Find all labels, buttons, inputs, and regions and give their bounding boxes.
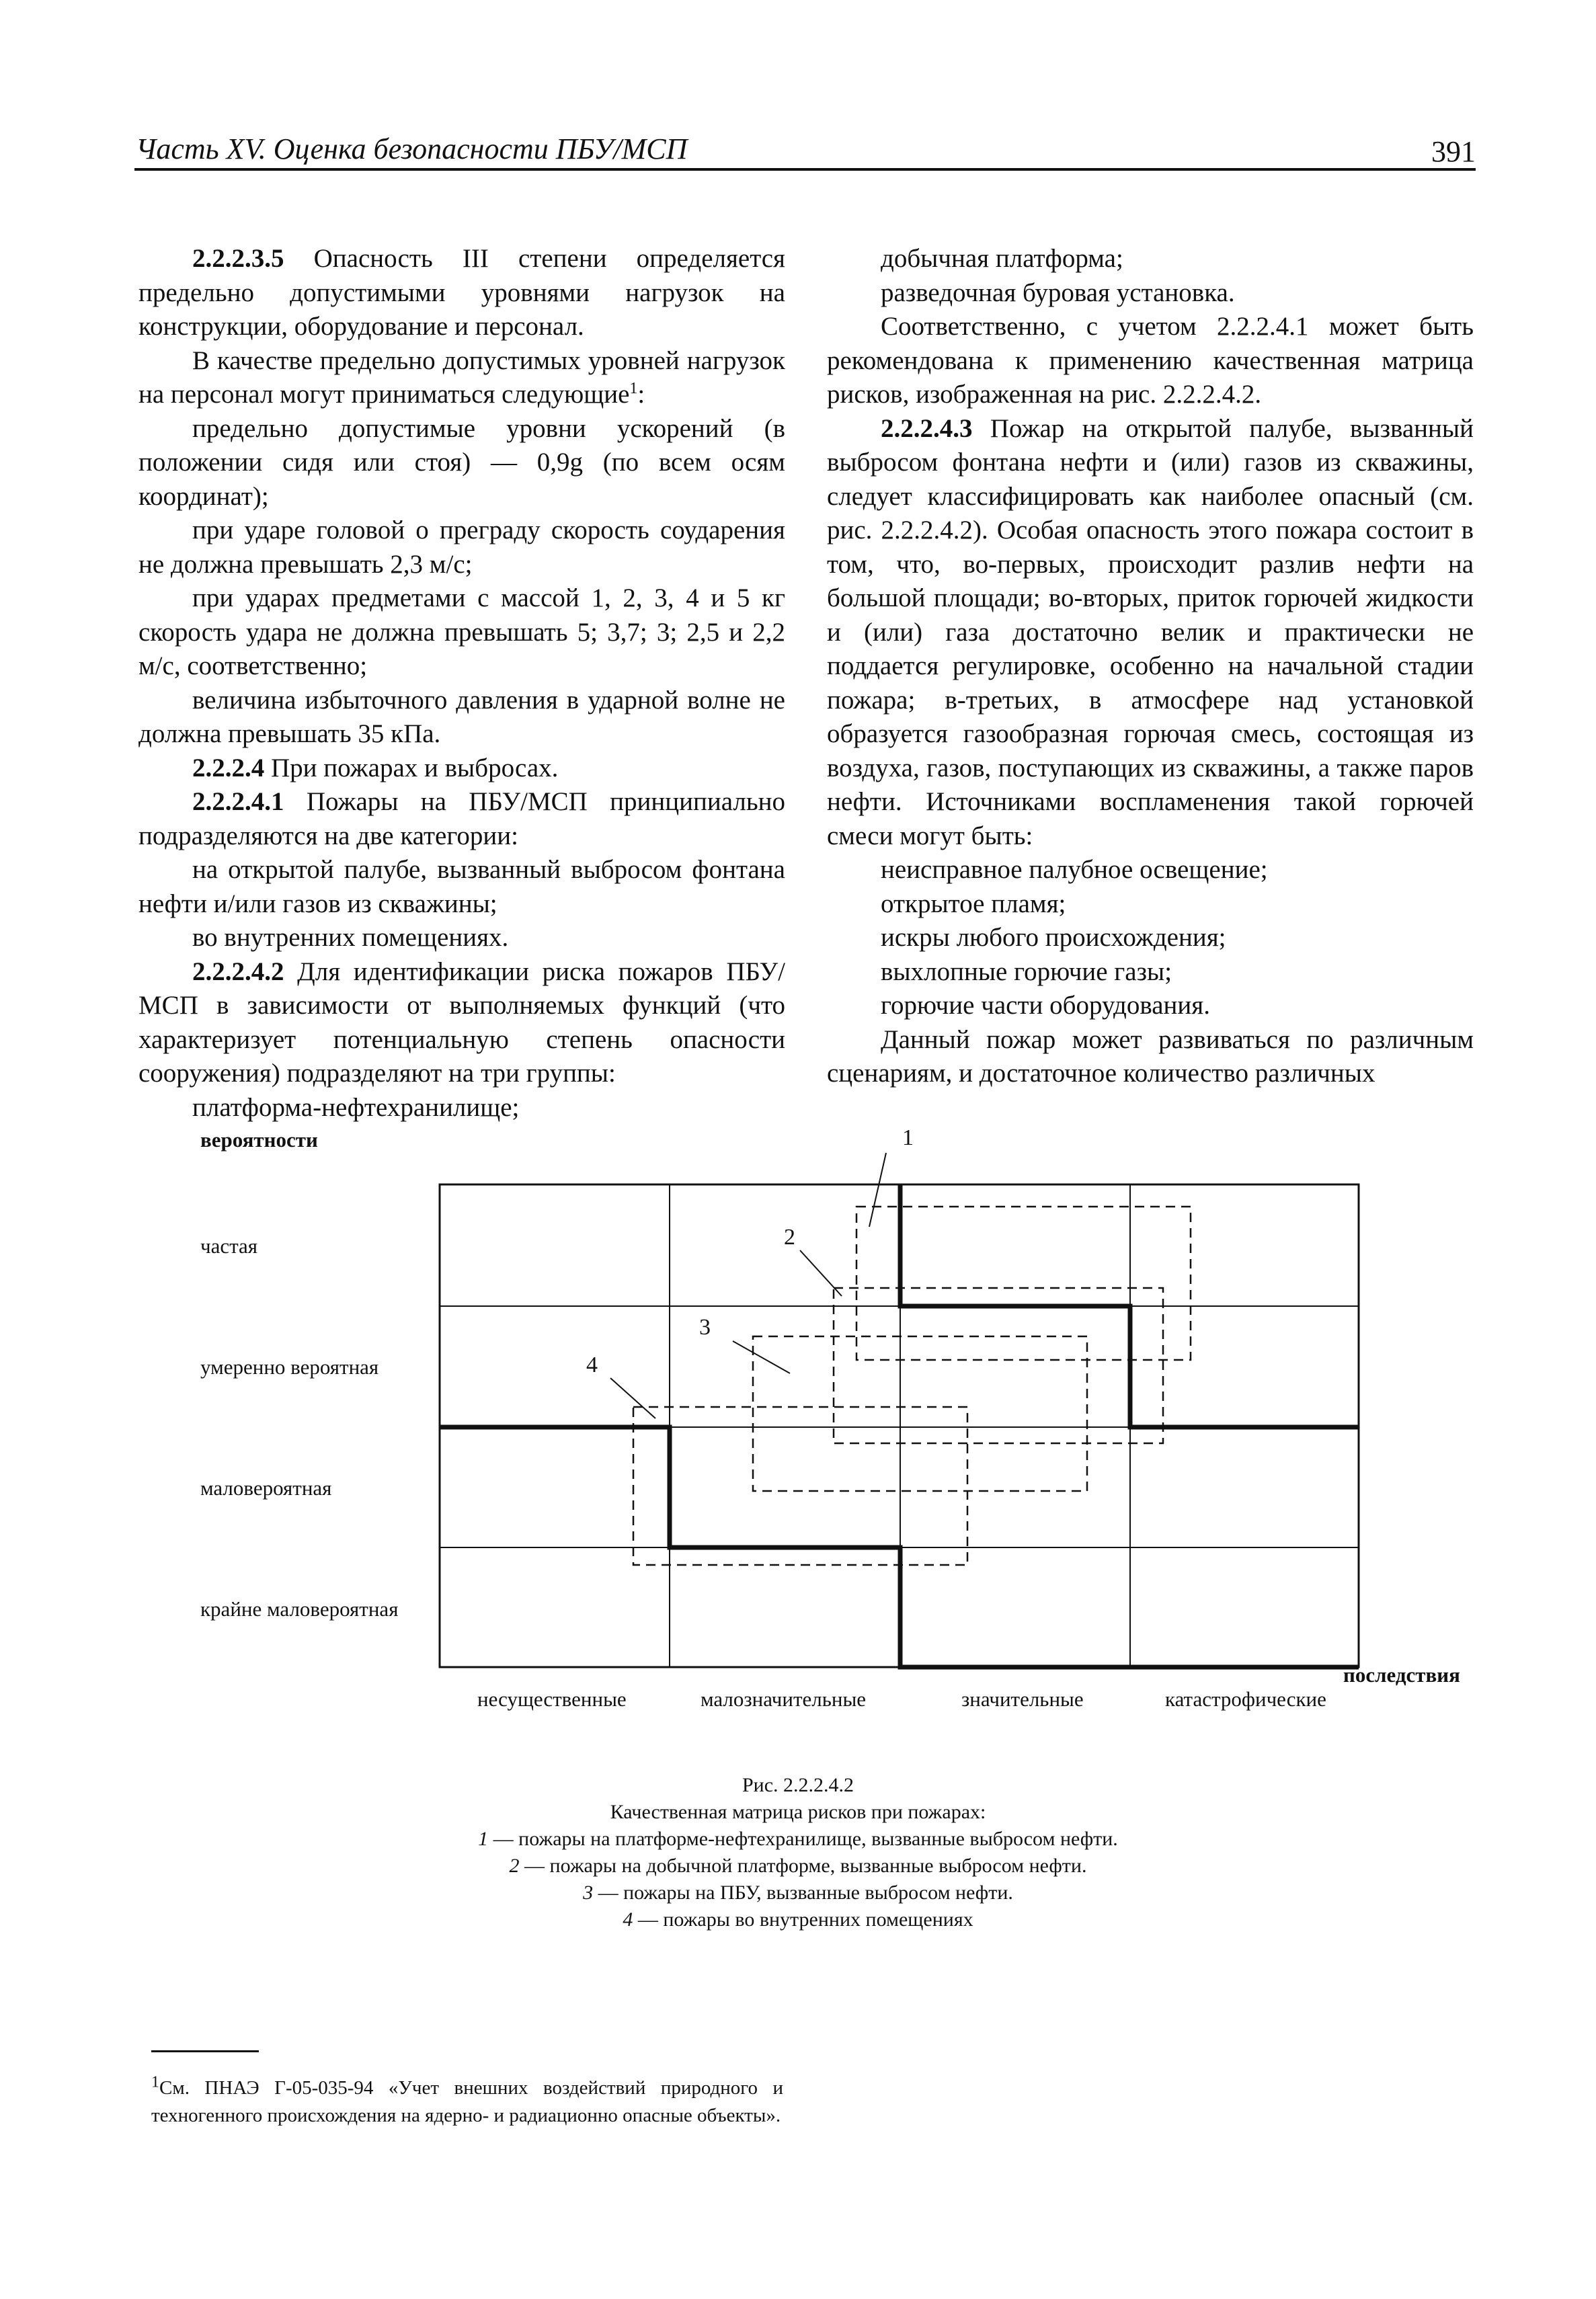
clause-number: 2.2.2.3.5 xyxy=(192,244,284,273)
column-label: малозначительные xyxy=(701,1687,867,1711)
list-item: платформа-нефтехранилище; xyxy=(192,1092,520,1122)
page-number: 391 xyxy=(1431,135,1476,168)
column-label: несущественные xyxy=(477,1687,627,1711)
leader-line-1 xyxy=(869,1153,886,1227)
paragraph: 2.2.2.4.2 Для идентификации риска пожаров ПБУ/МСП в зависимости от выполняемых функций (что характеризует потенциальную степень опасности сооружения) подразделяют на три группы: xyxy=(138,957,785,1088)
caption-item: 3 — пожары на ПБУ, вызванные выбросом нефти. xyxy=(583,1882,1013,1904)
list-item: при ударе головой о преграду скорость соударения не должна превышать 2,3 м/с; xyxy=(138,516,785,579)
zone-2 xyxy=(834,1288,1163,1443)
paragraph: 2.2.2.4 При пожарах и выбросах. xyxy=(192,753,559,782)
list-item: на открытой палубе, вызванный выбросом фонтана нефти и/или газов из скважины; xyxy=(138,855,785,918)
list-item: искры любого происхождения; xyxy=(881,923,1226,952)
row-label: частая xyxy=(200,1234,258,1258)
footnote-mark: 1 xyxy=(151,2073,159,2091)
caption-subtitle: Качественная матрица рисков при пожарах: xyxy=(610,1801,986,1823)
clause-number: 2.2.2.4.2 xyxy=(192,957,284,986)
marker-2: 2 xyxy=(784,1225,795,1250)
list-item: открытое пламя; xyxy=(881,889,1066,918)
row-label: маловероятная xyxy=(200,1476,332,1500)
caption-item: 1 — пожары на платформе-нефтехранилище, вызванные выбросом нефти. xyxy=(478,1828,1118,1850)
paragraph: Данный пожар может развиваться по различным сценариям, и достаточное количество различных xyxy=(827,1024,1474,1088)
list-item: выхлопные горючие газы; xyxy=(881,957,1172,986)
list-item: добычная платформа; xyxy=(881,244,1123,273)
right-column xyxy=(827,242,1474,1091)
paragraph: 2.2.2.4.1 Пожары на ПБУ/МСП принципиально подразделяются на две категории: xyxy=(138,787,785,850)
list-item: неисправное палубное освещение; xyxy=(881,855,1268,884)
zone-4 xyxy=(633,1407,967,1565)
figure-caption xyxy=(0,1772,1596,1933)
marker-1: 1 xyxy=(902,1125,914,1150)
caption-title: Рис. 2.2.2.4.2 xyxy=(742,1774,854,1796)
caption-item: 4 — пожары во внутренних помещениях xyxy=(623,1908,973,1931)
column-label: катастрофические xyxy=(1165,1687,1326,1711)
paragraph: В качестве предельно допустимых уровней нагрузок на персонал могут приниматься следующие$^1$: xyxy=(138,346,785,409)
running-title: Часть XV. Оценка безопасности ПБУ/МСП xyxy=(136,132,688,165)
clause-number: 2.2.2.4.3 xyxy=(881,413,973,443)
column-label: значительные xyxy=(961,1687,1084,1711)
risk-matrix-diagram xyxy=(168,1116,1492,1741)
y-axis-title: вероятности xyxy=(200,1128,318,1152)
list-item: разведочная буровая установка. xyxy=(881,278,1235,307)
row-label: умеренно вероятная xyxy=(200,1355,379,1379)
leader-line-2 xyxy=(800,1250,842,1296)
paragraph: 2.2.2.3.5 Опасность III степени определяется предельно допустимыми уровнями нагрузок на конструкции, оборудование и персонал. xyxy=(138,244,785,341)
paragraph: 2.2.2.4.3 Пожар на открытой палубе, вызванный выбросом фонтана нефти и (или) газов из скважины, следует классифицировать как наиболее опасный (см. рис. 2.2.2.4.2). Особая опасность этого пожара состоит в том, что, во-первых, происходит разлив нефти на большой площади; во-вторых, приток горючей жидкости и (или) газа достаточно велик и практически не поддается регулировке, особенно на начальной стадии пожара; в-третьих, в атмосфере над установкой образуется газообразная горючая смесь, состоящая из воздуха, газов, поступающих из скважины, а также паров нефти. Источниками воспламенения такой горючей смеси могут быть: xyxy=(827,413,1474,850)
paragraph: Соответственно, с учетом 2.2.2.4.1 может быть рекомендована к применению качественная матрица рисков, изображенная на рис. 2.2.2.4.2. xyxy=(827,312,1474,409)
list-item: при ударах предметами с массой 1, 2, 3, 4 и 5 кг скорость удара не должна превышать 5; 3,7; 3; 2,5 и 2,2 м/с, соответственно; xyxy=(138,583,785,680)
x-axis-title: последствия xyxy=(1343,1663,1460,1687)
list-item: величина избыточного давления в ударной волне не должна превышать 35 кПа. xyxy=(138,685,785,748)
clause-number: 2.2.2.4.1 xyxy=(192,787,284,816)
list-item: предельно допустимые уровни ускорений (в положении сидя или стоя) — 0,9g (по всем осям координат); xyxy=(138,413,785,511)
list-item: во внутренних помещениях. xyxy=(192,923,509,952)
list-item: горючие части оборудования. xyxy=(881,991,1210,1020)
clause-number: 2.2.2.4 xyxy=(192,753,265,782)
marker-3: 3 xyxy=(699,1315,711,1340)
row-label: крайне маловероятная xyxy=(200,1597,399,1621)
page-header xyxy=(134,132,1476,171)
footnote-rule xyxy=(151,2050,259,2052)
risk-matrix-figure xyxy=(168,1116,1492,1741)
leader-line-3 xyxy=(733,1341,790,1373)
footnote: $^1$См. ПНАЭ Г-05-035-94 «Учет внешних воздействий природного и техногенного происхождения на ядерно- и радиационно опасные объекты». xyxy=(151,2073,783,2126)
marker-4: 4 xyxy=(586,1353,598,1377)
caption-item: 2 — пожары на добычной платформе, вызванные выбросом нефти. xyxy=(509,1855,1087,1877)
footnote-ref: 1 xyxy=(629,380,638,397)
left-column xyxy=(138,242,785,1125)
